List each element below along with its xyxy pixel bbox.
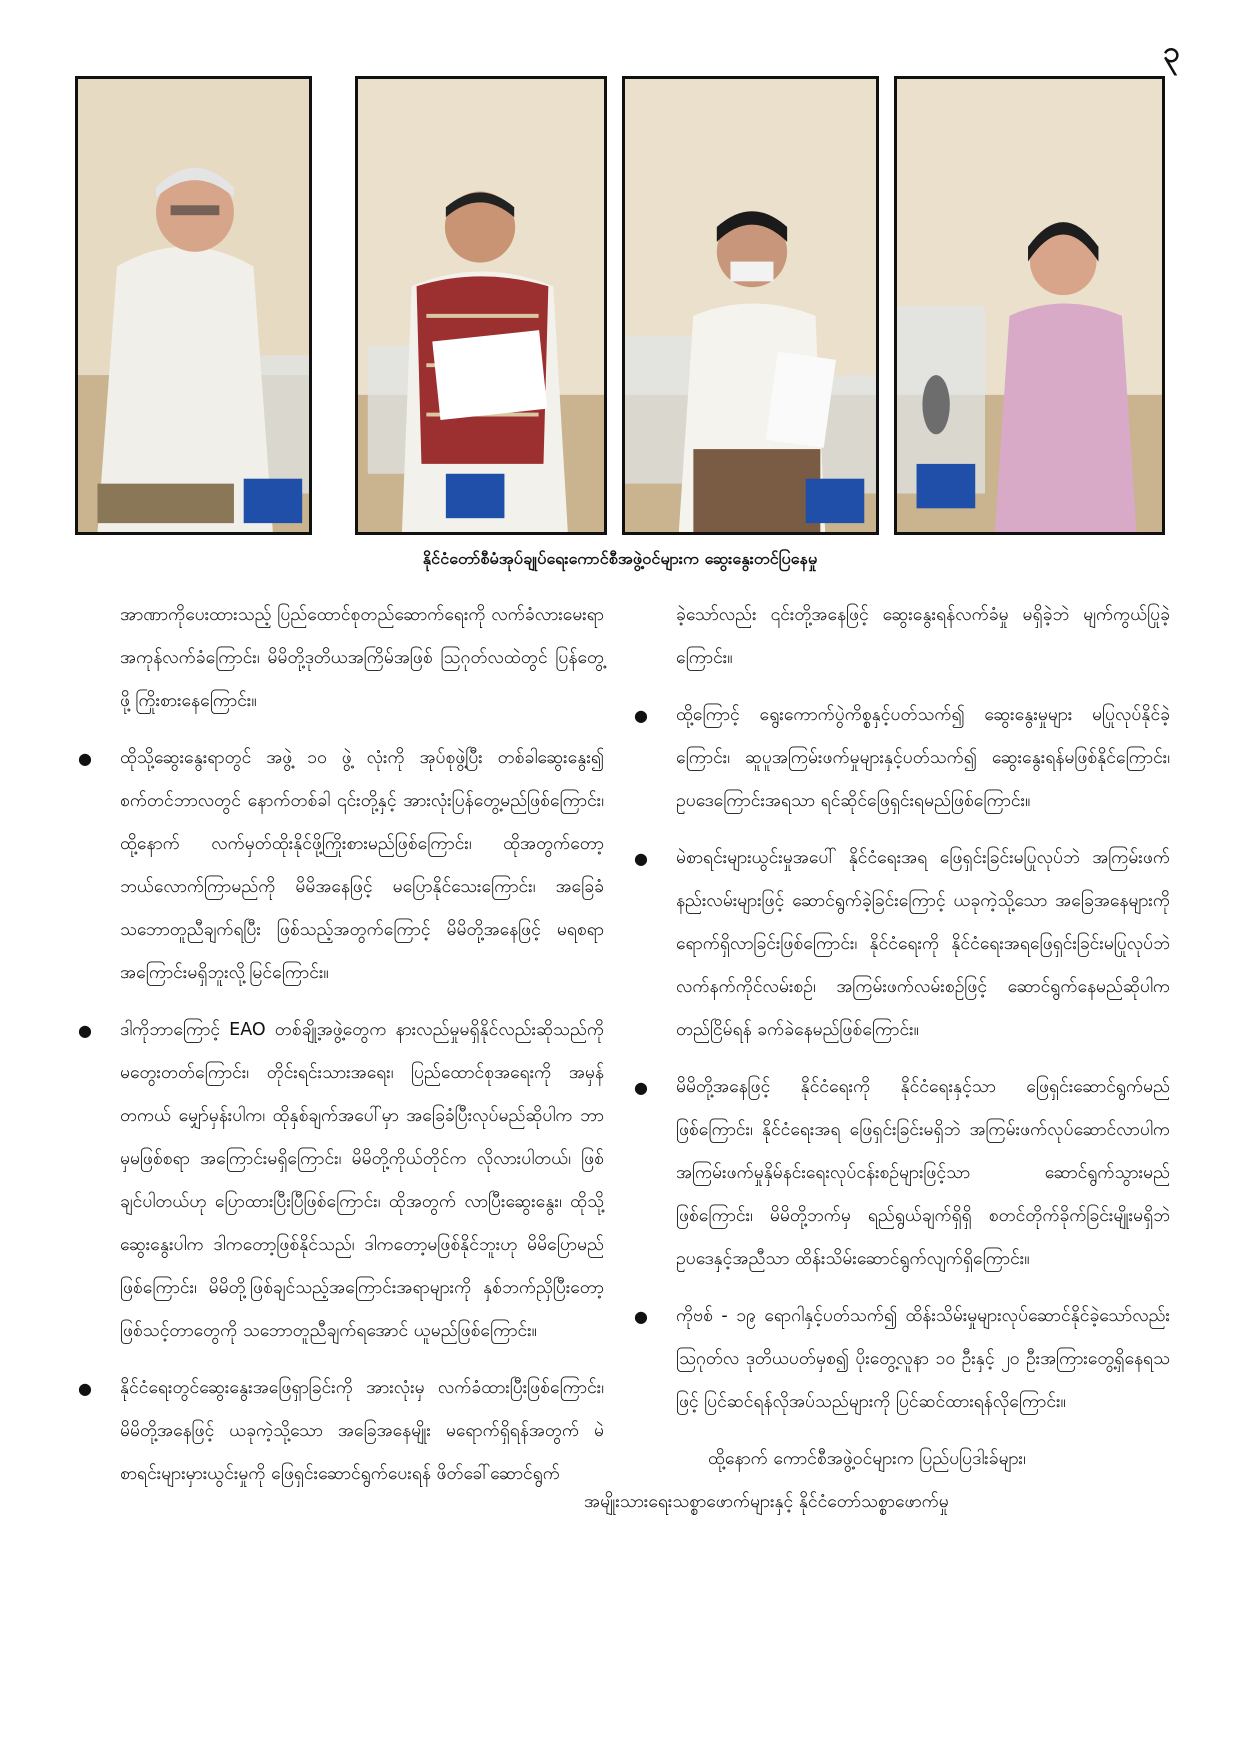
photo-4-image [897, 79, 1162, 532]
right-paragraph-closing-2: အမျိုးသားရေးသစ္စာဖောက်များနှင့် နိုင်ငံတော်သစ္စာဖောက်မှု [584, 1492, 949, 1512]
left-bullet-3: ● နိုင်ငံရေးတွင်ဆွေးနွေးအဖြေရှာခြင်းကို အားလုံးမှ လက်ခံထားပြီးဖြစ်ကြောင်း၊ မိမိတို့အနေဖြင့် ယခုကဲ့သို့သော အခြေအနေမျိုး မရောက်ရှိရန်အတွက် မဲစာရင်းများမှားယွင်းမှုကို ဖြေရှင်းဆောင်ရွက်ပေးရန် ဖိတ်ခေါ်ဆောင်ရွက် [74, 1367, 604, 1496]
right-bullet-4: ● ကိုဗစ် - ၁၉ ရောဂါနှင့်ပတ်သက်၍ ထိန်းသိမ်းမှုများလုပ်ဆောင်နိုင်ခဲ့သော်လည်း ဩဂုတ်လ ဒုတိယပတ်မှစ၍ ပိုးတွေ့လူနာ ၁၀ ဦးနှင့် ၂၀ ဦးအကြားတွေ့ရှိနေရသဖြင့် ပြင်ဆင်ရန်လိုအပ်သည်များကို ပြင်ဆင်ထားရန်လိုကြောင်း။ [630, 1295, 1170, 1424]
right-paragraph-continued: ခဲ့သော်လည်း ၎င်းတို့အနေဖြင့် ဆွေးနွေးရန်လက်ခံမှု မရှိခဲ့ဘဲ မျက်ကွယ်ပြုခဲ့ကြောင်း။ [676, 605, 1170, 668]
photo-1-image [78, 79, 309, 532]
right-bullet-2: ● မဲစာရင်းများယွင်းမှုအပေါ် နိုင်ငံရေးအရ ဖြေရှင်းခြင်းမပြုလုပ်ဘဲ အကြမ်းဖက်နည်းလမ်းများဖြင့် ဆောင်ရွက်ခဲ့ခြင်းကြောင့် ယခုကဲ့သို့သော အခြေအနေများကို ရောက်ရှိလာခြင်းဖြစ်ကြောင်း၊ နိုင်ငံရေးကို နိုင်ငံရေးအရဖြေရှင်းခြင်းမပြုလုပ်ဘဲ လက်နက်ကိုင်လမ်းစဉ်၊ အကြမ်းဖက်လမ်းစဉ်ဖြင့် ဆောင်ရွက်နေမည်ဆိုပါက တည်ငြိမ်ရန် ခက်ခဲနေမည်ဖြစ်ကြောင်း။ [630, 837, 1170, 1052]
photo-caption: နိုင်ငံတော်စီမံအုပ်ချုပ်ရေးကောင်စီအဖွဲ့ဝင်များက ဆွေးနွေးတင်ပြနေမှု [422, 549, 818, 568]
left-paragraph-continued: အာဏာကိုပေးထားသည့် ပြည်ထောင်စုတည်ဆောက်ရေးကို လက်ခံလားမေးရာ အကုန်လက်ခံကြောင်း၊ မိမိတို့ဒုတိယအကြိမ်အဖြစ် ဩဂုတ်လထဲတွင် ပြန်တွေ့ဖို့ ကြိုးစားနေကြောင်း။ [120, 605, 604, 711]
left-bullet-1: ● ထိုသို့ဆွေးနွေးရာတွင် အဖွဲ့ ၁၀ ဖွဲ့ လုံးကို အုပ်စုဖွဲ့ပြီး တစ်ခါဆွေးနွေး၍ စက်တင်ဘာလတွင် နောက်တစ်ခါ ၎င်းတို့နှင့် အားလုံးပြန်တွေ့မည်ဖြစ်ကြောင်း၊ ထို့နောက် လက်မှတ်ထိုးနိုင်ဖို့ကြိုးစားမည်ဖြစ်ကြောင်း၊ ထိုအတွက်တော့ ဘယ်လောက်ကြာမည်ကို မိမိအနေဖြင့် မပြောနိုင်သေးကြောင်း၊ အခြေခံသဘောတူညီချက်ရပြီး ဖြစ်သည့်အတွက်ကြောင့် မိမိတို့အနေဖြင့် မရစရာအကြောင်းမရှိဘူးလို့မြင်ကြောင်း။ [74, 737, 604, 995]
right-paragraph-closing: ထို့နောက် ကောင်စီအဖွဲ့ဝင်များက ပြည်ပပြဒါးခ်များ၊ [708, 1449, 1026, 1469]
left-bullet-2: ● ဒါကိုဘာကြောင့် EAO တစ်ချို့အဖွဲ့တွေက နားလည်မှုမရှိနိုင်လည်းဆိုသည်ကို မတွေးတတ်ကြောင်း၊ တိုင်းရင်းသားအရေး၊ ပြည်ထောင်စုအရေးကို အမှန်တကယ် မျှော်မှန်းပါက၊ ထိုနှစ်ချက်အပေါ်မှာ အခြေခံပြီးလုပ်မည်ဆိုပါက ဘာမှမဖြစ်စရာ အကြောင်းမရှိကြောင်း၊ မိမိတို့ကိုယ်တိုင်က လိုလားပါတယ်၊ ဖြစ်ချင်ပါတယ်ဟု ပြောထားပြီးပြီဖြစ်ကြောင်း၊ ထိုအတွက် လာပြီးဆွေးနွေး၊ ထိုသို့ဆွေးနွေးပါက ဒါကတော့ဖြစ်နိုင်သည်၊ ဒါကတော့မဖြစ်နိုင်ဘူးဟု မိမိပြောမည်ဖြစ်ကြောင်း၊ မိမိတို့ဖြစ်ချင်သည့်အကြောင်းအရာများကို နှစ်ဘက်ညှိပြီးတော့ ဖြစ်သင့်တာတွေကို သဘောတူညီချက်ရအောင် ယူမည်ဖြစ်ကြောင်း။ [74, 1009, 604, 1353]
photo-1 [75, 76, 312, 535]
photo-2-image [358, 79, 604, 532]
page-number: ၃ [1163, 35, 1180, 70]
right-bullet-1: ● ထို့ကြောင့် ရွေးကောက်ပွဲကိစ္စနှင့်ပတ်သက်၍ ဆွေးနွေးမှုများ မပြုလုပ်နိုင်ခဲ့ကြောင်း၊ ဆူပူအကြမ်းဖက်မှုများနှင့်ပတ်သက်၍ ဆွေးနွေးရန်မဖြစ်နိုင်ကြောင်း၊ ဥပဒေကြောင်းအရသာ ရင်ဆိုင်ဖြေရှင်းရမည်ဖြစ်ကြောင်း။ [630, 694, 1170, 823]
photo-3 [622, 76, 879, 535]
left-column [74, 594, 604, 1510]
photo-3-image [625, 79, 876, 532]
photo-4 [894, 76, 1165, 535]
right-column [584, 594, 1170, 1538]
photo-2 [355, 76, 607, 535]
right-bullet-3: ● မိမိတို့အနေဖြင့် နိုင်ငံရေးကို နိုင်ငံရေးနှင့်သာ ဖြေရှင်းဆောင်ရွက်မည်ဖြစ်ကြောင်း၊ နိုင်ငံရေးအရ ဖြေရှင်းခြင်းမရှိဘဲ အကြမ်းဖက်လုပ်ဆောင်လာပါက အကြမ်းဖက်မှုနှိမ်နင်းရေးလုပ်ငန်းစဉ်များဖြင့်သာ ဆောင်ရွက်သွားမည်ဖြစ်ကြောင်း၊ မိမိတို့ဘက်မှ ရည်ရွယ်ချက်ရှိရှိ စတင်တိုက်ခိုက်ခြင်းမျိုးမရှိဘဲ ဥပဒေနှင့်အညီသာ ထိန်းသိမ်းဆောင်ရွက်လျက်ရှိကြောင်း။ [630, 1066, 1170, 1281]
